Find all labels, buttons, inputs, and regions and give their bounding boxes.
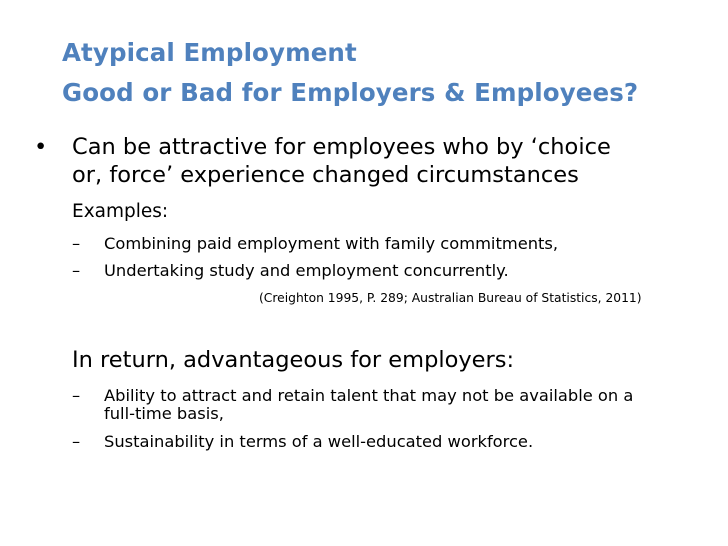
employer-item-line-1: Ability to attract and retain talent that may not be available on a (104, 386, 634, 405)
list-item (72, 429, 712, 456)
employer-item-text (104, 387, 633, 423)
main-bullet-line-2: or, force’ experience changed circumstances (72, 162, 579, 188)
dash-icon: – (72, 234, 81, 253)
slide-title (62, 33, 712, 113)
employer-item-text: Sustainability in terms of a well-educated workforce. (104, 432, 534, 451)
example-item-text: Undertaking study and employment concurrently. (104, 261, 509, 280)
dash-icon: – (72, 261, 81, 280)
bullet-icon: • (34, 134, 48, 160)
list-item (72, 383, 712, 429)
title-line-2: Good or Bad for Employers & Employees? (62, 78, 639, 107)
employers-label: In return, advantageous for employers: (72, 347, 515, 373)
main-bullet-text (72, 133, 611, 189)
list-item (72, 258, 712, 285)
examples-list (72, 231, 712, 285)
examples-label: Examples: (72, 201, 169, 222)
main-bullet-line-1: Can be attractive for employees who by ‘choice (72, 134, 611, 160)
dash-icon: – (72, 386, 81, 405)
list-item (72, 231, 712, 258)
title-line-1: Atypical Employment (62, 38, 357, 67)
dash-icon: – (72, 432, 81, 451)
employer-item-line-2: full-time basis, (104, 404, 224, 423)
citation: (Creighton 1995, P. 289; Australian Bureau of Statistics, 2011) (259, 291, 642, 305)
employers-list (72, 383, 712, 456)
example-item-text: Combining paid employment with family commitments, (104, 234, 559, 253)
